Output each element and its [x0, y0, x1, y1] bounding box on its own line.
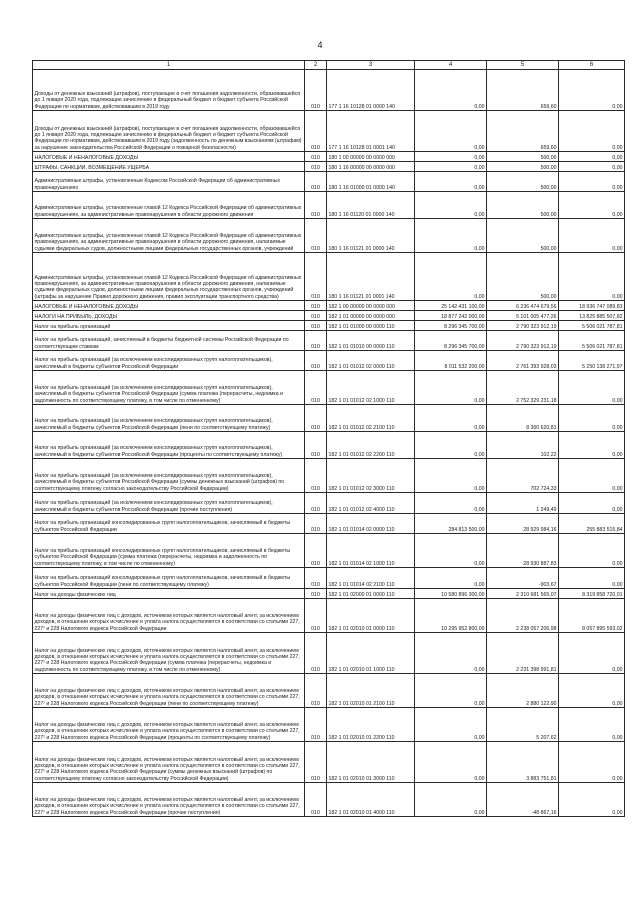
row-line-code: 010 [305, 311, 327, 321]
row-budget-code: 182 1 01 02010 01 1000 110 [327, 633, 415, 674]
table-row [33, 708, 625, 742]
row-line-code: 010 [305, 351, 327, 371]
row-amount-col4: 0,00 [415, 111, 487, 152]
revenue-report-table [32, 60, 625, 817]
row-amount-col4: 0,00 [415, 371, 487, 405]
row-line-code: 010 [305, 219, 327, 253]
row-line-code: 010 [305, 162, 327, 172]
row-amount-col5: 5 101 005 477,26 [487, 311, 559, 321]
row-amount-col5: 500,00 [487, 219, 559, 253]
row-amount-col4: 0,00 [415, 192, 487, 219]
row-budget-code: 180 1 16 01121 01 0000 140 [327, 219, 415, 253]
row-amount-col5: 5 207,62 [487, 708, 559, 742]
row-name: Налог на прибыль организаций (за исключением консолидированных групп налогоплательщиков), зачисляемый в бюджеты субъектов Российской Федерации (проценты по соответствующему платежу) [33, 432, 305, 459]
row-amount-col6: 8 319 858 720,01 [559, 589, 625, 599]
row-budget-code: 182 1 01 02010 01 4000 110 [327, 783, 415, 817]
row-line-code: 010 [305, 111, 327, 152]
row-amount-col5: -48 867,16 [487, 783, 559, 817]
table-row [33, 111, 625, 152]
row-name: Налог на прибыль организаций (за исключением консолидированных групп налогоплательщиков), зачисляемый в бюджеты субъектов Российской Федерации [33, 351, 305, 371]
column-header: 3 [327, 61, 415, 70]
row-line-code: 010 [305, 432, 327, 459]
row-amount-col6: 0,00 [559, 172, 625, 192]
row-line-code: 010 [305, 674, 327, 708]
row-amount-col6: 0,00 [559, 192, 625, 219]
row-amount-col6: 0,00 [559, 70, 625, 111]
row-amount-col5: 8 360 620,81 [487, 405, 559, 432]
row-line-code: 010 [305, 534, 327, 568]
row-amount-col5: 2 761 393 928,03 [487, 351, 559, 371]
table-row [33, 172, 625, 192]
row-amount-col4: 0,00 [415, 459, 487, 493]
row-amount-col4: 18 877 242 000,00 [415, 311, 487, 321]
row-amount-col5: 500,00 [487, 253, 559, 301]
row-line-code: 010 [305, 253, 327, 301]
row-budget-code: 180 1 16 01121 01 0001 140 [327, 253, 415, 301]
row-amount-col6: 0,00 [559, 111, 625, 152]
row-budget-code: 182 1 01 02000 01 0000 110 [327, 589, 415, 599]
table-row [33, 534, 625, 568]
row-name: Административные штрафы, установленные главой 12 Кодекса Российской Федерации об административных правонарушениях, за административные правонарушения в области дорожного движения [33, 192, 305, 219]
row-budget-code: 177 1 16 10128 01 0000 140 [327, 70, 415, 111]
row-amount-col4: 0,00 [415, 172, 487, 192]
row-amount-col4: 0,00 [415, 633, 487, 674]
row-line-code: 010 [305, 331, 327, 351]
table-row [33, 152, 625, 162]
row-name: Налог на доходы физических лиц [33, 589, 305, 599]
row-amount-col4: 0,00 [415, 253, 487, 301]
row-line-code: 010 [305, 599, 327, 633]
row-line-code: 010 [305, 568, 327, 589]
row-budget-code: 180 1 00 00000 00 0000 000 [327, 152, 415, 162]
row-amount-col6: 0,00 [559, 783, 625, 817]
row-budget-code: 182 1 01 00000 00 0000 000 [327, 311, 415, 321]
table-row [33, 742, 625, 783]
row-amount-col4: 0,00 [415, 405, 487, 432]
row-amount-col6: 0,00 [559, 534, 625, 568]
row-amount-col5: 28 929 984,16 [487, 514, 559, 534]
row-amount-col4: 10 295 952 800,00 [415, 599, 487, 633]
row-amount-col5: 2 238 057 206,98 [487, 599, 559, 633]
table-row [33, 405, 625, 432]
row-budget-code: 182 1 00 00000 00 0000 000 [327, 301, 415, 311]
table-row [33, 192, 625, 219]
row-amount-col5: 2 752 329 231,18 [487, 371, 559, 405]
row-budget-code: 182 1 01 01012 02 0000 110 [327, 351, 415, 371]
column-header: 5 [487, 61, 559, 70]
table-row [33, 783, 625, 817]
row-name: Налог на прибыль организаций [33, 321, 305, 331]
row-amount-col4: 0,00 [415, 568, 487, 589]
row-amount-col5: 28 930 887,83 [487, 534, 559, 568]
row-amount-col6: 5 506 021 787,81 [559, 321, 625, 331]
row-name: Налог на прибыль организаций консолидированных групп налогоплательщиков, зачисляемый в бюджеты субъектов Российской Федерации [33, 514, 305, 534]
row-amount-col6: 255 883 515,84 [559, 514, 625, 534]
row-amount-col4: 0,00 [415, 783, 487, 817]
row-name: Налог на доходы физических лиц с доходов, источником которых является налоговый агент, за исключением доходов, в отношении которых исчисление и уплата налога осуществляются в соответствии со статьями 227, 227¹ и 228 Налогового кодекса Российской Федерации (пени по соответствующему платежу) [33, 674, 305, 708]
row-amount-col6: 0,00 [559, 152, 625, 162]
row-amount-col6: 13 825 885 507,82 [559, 311, 625, 321]
row-name: Административные штрафы, установленные главой 12 Кодекса Российской Федерации об административных правонарушениях, за административные правонарушения в области дорожного движения, налагаемые судьями федеральных судов, должностными лицами федеральных государственных органов, учреждений (штрафы за нарушение Правил дорожного движения, правил эксплуатации транспортного средства) [33, 253, 305, 301]
row-line-code: 010 [305, 301, 327, 311]
row-amount-col6: 0,00 [559, 708, 625, 742]
row-amount-col6: 0,00 [559, 459, 625, 493]
row-amount-col4: 0,00 [415, 708, 487, 742]
table-row [33, 219, 625, 253]
row-amount-col6: 8 057 895 593,02 [559, 599, 625, 633]
row-amount-col6: 5 506 021 787,81 [559, 331, 625, 351]
row-budget-code: 177 1 16 10128 01 0001 140 [327, 111, 415, 152]
table-row [33, 568, 625, 589]
row-amount-col4: 8 011 532 200,00 [415, 351, 487, 371]
row-budget-code: 182 1 01 02010 01 2100 110 [327, 674, 415, 708]
row-budget-code: 180 1 16 01000 01 0000 140 [327, 172, 415, 192]
row-name: Налог на доходы физических лиц с доходов, источником которых является налоговый агент, за исключением доходов, в отношении которых исчисление и уплата налога осуществляются в соответствии со статьями 227, 227¹ и 228 Налогового кодекса Российской Федерации (прочие поступления) [33, 783, 305, 817]
row-amount-col6: 0,00 [559, 432, 625, 459]
row-budget-code: 182 1 01 02010 01 2200 110 [327, 708, 415, 742]
row-amount-col5: 2 880 122,90 [487, 674, 559, 708]
row-line-code: 010 [305, 493, 327, 514]
row-amount-col4: 0,00 [415, 152, 487, 162]
row-line-code: 010 [305, 783, 327, 817]
table-row [33, 70, 625, 111]
row-amount-col6: 0,00 [559, 568, 625, 589]
row-amount-col4: 0,00 [415, 219, 487, 253]
row-amount-col6: 0,00 [559, 742, 625, 783]
row-amount-col6: 0,00 [559, 674, 625, 708]
row-name: Доходы от денежных взысканий (штрафов), поступающие в счет погашения задолженности, образовавшейся до 1 января 2020 года, подлежащие зачислению в федеральный бюджет и бюджет субъекта Российской Федерации по нормативам, действовавшим в 2019 году (задолженность по денежным взысканиям (штрафам) за нарушение законодательства Российской Федерации о пожарной безопасности) [33, 111, 305, 152]
row-budget-code: 182 1 01 01012 02 2100 110 [327, 405, 415, 432]
table-row [33, 371, 625, 405]
row-amount-col5: 2 310 681 565,07 [487, 589, 559, 599]
row-name: Налог на прибыль организаций консолидированных групп налогоплательщиков, зачисляемый в бюджеты субъектов Российской Федерации (сумма платежа (перерасчеты, недоимка и задолженность по соответствующему платежу, в том числе по отмененному) [33, 534, 305, 568]
row-budget-code: 182 1 01 01000 00 0000 110 [327, 321, 415, 331]
row-line-code: 010 [305, 321, 327, 331]
row-name: Налог на прибыль организаций консолидированных групп налогоплательщиков, зачисляемый в бюджеты субъектов Российской Федерации (пени по соответствующему платежу) [33, 568, 305, 589]
row-amount-col6: 0,00 [559, 633, 625, 674]
row-line-code: 010 [305, 152, 327, 162]
row-amount-col4: 25 142 431 100,00 [415, 301, 487, 311]
table-row [33, 321, 625, 331]
row-amount-col5: 702 724,33 [487, 459, 559, 493]
table-row [33, 351, 625, 371]
row-amount-col4: 0,00 [415, 432, 487, 459]
row-amount-col5: 500,00 [487, 162, 559, 172]
row-budget-code: 182 1 01 01012 02 1000 110 [327, 371, 415, 405]
row-name: Налог на прибыль организаций (за исключением консолидированных групп налогоплательщиков), зачисляемый в бюджеты субъектов Российской Федерации (сумма платежа (перерасчеты, недоимка и задолженность по соответствующему платежу, в том числе по отмененному) [33, 371, 305, 405]
table-row [33, 514, 625, 534]
table-row [33, 311, 625, 321]
page-number: 4 [317, 40, 323, 50]
row-name: НАЛОГИ НА ПРИБЫЛЬ, ДОХОДЫ [33, 311, 305, 321]
row-amount-col5: 500,00 [487, 192, 559, 219]
row-amount-col5: 6 236 474 679,56 [487, 301, 559, 311]
row-line-code: 010 [305, 405, 327, 432]
row-budget-code: 182 1 01 01010 00 0000 110 [327, 331, 415, 351]
row-name: Доходы от денежных взысканий (штрафов), поступающие в счет погашения задолженности, образовавшейся до 1 января 2020 года, подлежащие зачислению в федеральный бюджет и бюджет субъекта Российской Федерации по нормативам, действовавшим в 2019 году [33, 70, 305, 111]
table-row [33, 459, 625, 493]
row-amount-col5: 2 790 323 912,19 [487, 331, 559, 351]
row-budget-code: 182 1 01 01014 02 2100 110 [327, 568, 415, 589]
column-number-row [33, 61, 625, 70]
table-row [33, 599, 625, 633]
row-amount-col6: 0,00 [559, 162, 625, 172]
report-body [33, 61, 625, 817]
row-budget-code: 182 1 01 01014 02 0000 110 [327, 514, 415, 534]
row-name: Налог на доходы физических лиц с доходов, источником которых является налоговый агент, за исключением доходов, в отношении которых исчисление и уплата налога осуществляются в соответствии со статьями 227, 227¹ и 228 Налогового кодекса Российской Федерации [33, 599, 305, 633]
row-amount-col6: 0,00 [559, 371, 625, 405]
row-name: Налог на доходы физических лиц с доходов, источником которых является налоговый агент, за исключением доходов, в отношении которых исчисление и уплата налога осуществляются в соответствии со статьями 227, 227¹ и 228 Налогового кодекса Российской Федерации (суммы денежных взысканий (штрафов) по соответствующему платежу согласно законодательству Российской Федерации) [33, 742, 305, 783]
row-name: Административные штрафы, установленные главой 12 Кодекса Российской Федерации об административных правонарушениях, за административные правонарушения в области дорожного движения, налагаемые судьями федеральных судов, должностными лицами федеральных государственных органов, учреждений [33, 219, 305, 253]
row-budget-code: 182 1 01 02010 01 3000 110 [327, 742, 415, 783]
column-header: 4 [415, 61, 487, 70]
table-row [33, 253, 625, 301]
table-row [33, 432, 625, 459]
row-amount-col5: -903,67 [487, 568, 559, 589]
row-amount-col6: 0,00 [559, 493, 625, 514]
column-header: 1 [33, 61, 305, 70]
row-line-code: 010 [305, 192, 327, 219]
row-name: ШТРАФЫ, САНКЦИИ, ВОЗМЕЩЕНИЕ УЩЕРБА [33, 162, 305, 172]
row-line-code: 010 [305, 708, 327, 742]
row-name: Налог на прибыль организаций (за исключением консолидированных групп налогоплательщиков), зачисляемый в бюджеты субъектов Российской Федерации (пени по соответствующему платежу) [33, 405, 305, 432]
table-row [33, 674, 625, 708]
row-amount-col5: 102,22 [487, 432, 559, 459]
row-name: НАЛОГОВЫЕ И НЕНАЛОГОВЫЕ ДОХОДЫ [33, 152, 305, 162]
column-header: 2 [305, 61, 327, 70]
table-row [33, 633, 625, 674]
row-budget-code: 182 1 01 01012 02 4000 110 [327, 493, 415, 514]
row-amount-col5: 659,60 [487, 70, 559, 111]
row-amount-col4: 8 296 345 700,00 [415, 321, 487, 331]
row-budget-code: 182 1 01 01014 02 1000 110 [327, 534, 415, 568]
row-budget-code: 182 1 01 01012 02 2200 110 [327, 432, 415, 459]
table-row [33, 301, 625, 311]
column-header: 6 [559, 61, 625, 70]
row-name: Налог на прибыль организаций, зачисляемый в бюджеты бюджетной системы Российской Федерации по соответствующим ставкам [33, 331, 305, 351]
row-amount-col6: 0,00 [559, 219, 625, 253]
row-name: Административные штрафы, установленные Кодексом Российской Федерации об административных правонарушениях [33, 172, 305, 192]
row-name: Налог на доходы физических лиц с доходов, источником которых является налоговый агент, за исключением доходов, в отношении которых исчисление и уплата налога осуществляются в соответствии со статьями 227, 227¹ и 228 Налогового кодекса Российской Федерации (проценты по соответствующему платежу) [33, 708, 305, 742]
row-line-code: 010 [305, 633, 327, 674]
row-amount-col4: 0,00 [415, 493, 487, 514]
row-line-code: 010 [305, 371, 327, 405]
row-amount-col5: 3 883 751,81 [487, 742, 559, 783]
row-amount-col5: 500,00 [487, 172, 559, 192]
table-row [33, 162, 625, 172]
row-line-code: 010 [305, 70, 327, 111]
row-amount-col6: 18 936 747 089,83 [559, 301, 625, 311]
row-name: Налог на доходы физических лиц с доходов, источником которых является налоговый агент, за исключением доходов, в отношении которых исчисление и уплата налога осуществляются в соответствии со статьями 227, 227¹ и 228 Налогового кодекса Российской Федерации (сумма платежа (перерасчеты, недоимка и задолженность по соответствующему платежу, в том числе по отмененному) [33, 633, 305, 674]
row-name: Налог на прибыль организаций (за исключением консолидированных групп налогоплательщиков), зачисляемый в бюджеты субъектов Российской Федерации (суммы денежных взысканий (штрафов) по соответствующему платежу согласно законодательству Российской Федерации) [33, 459, 305, 493]
row-amount-col4: 8 296 345 700,00 [415, 331, 487, 351]
row-line-code: 010 [305, 459, 327, 493]
row-amount-col4: 0,00 [415, 674, 487, 708]
row-amount-col4: 0,00 [415, 742, 487, 783]
table-row [33, 589, 625, 599]
row-amount-col4: 0,00 [415, 70, 487, 111]
row-amount-col5: 2 790 323 912,19 [487, 321, 559, 331]
row-amount-col4: 10 580 896 300,00 [415, 589, 487, 599]
row-line-code: 010 [305, 589, 327, 599]
row-name: Налог на прибыль организаций (за исключением консолидированных групп налогоплательщиков), зачисляемый в бюджеты субъектов Российской Федерации (прочие поступления) [33, 493, 305, 514]
row-line-code: 010 [305, 514, 327, 534]
row-amount-col5: 1 249,49 [487, 493, 559, 514]
table-row [33, 493, 625, 514]
row-name: НАЛОГОВЫЕ И НЕНАЛОГОВЫЕ ДОХОДЫ [33, 301, 305, 311]
row-line-code: 010 [305, 172, 327, 192]
table-row [33, 331, 625, 351]
row-amount-col4: 0,00 [415, 162, 487, 172]
row-amount-col5: 2 231 398 991,81 [487, 633, 559, 674]
row-amount-col6: 0,00 [559, 253, 625, 301]
row-amount-col6: 0,00 [559, 405, 625, 432]
row-amount-col4: 284 813 500,00 [415, 514, 487, 534]
row-amount-col4: 0,00 [415, 534, 487, 568]
row-amount-col5: 659,60 [487, 111, 559, 152]
row-budget-code: 182 1 01 02010 01 0000 110 [327, 599, 415, 633]
row-budget-code: 182 1 01 01012 02 3000 110 [327, 459, 415, 493]
row-budget-code: 180 1 16 01120 01 0000 140 [327, 192, 415, 219]
row-line-code: 010 [305, 742, 327, 783]
row-amount-col6: 5 250 138 271,97 [559, 351, 625, 371]
row-amount-col5: 500,00 [487, 152, 559, 162]
row-budget-code: 180 1 16 00000 00 0000 000 [327, 162, 415, 172]
